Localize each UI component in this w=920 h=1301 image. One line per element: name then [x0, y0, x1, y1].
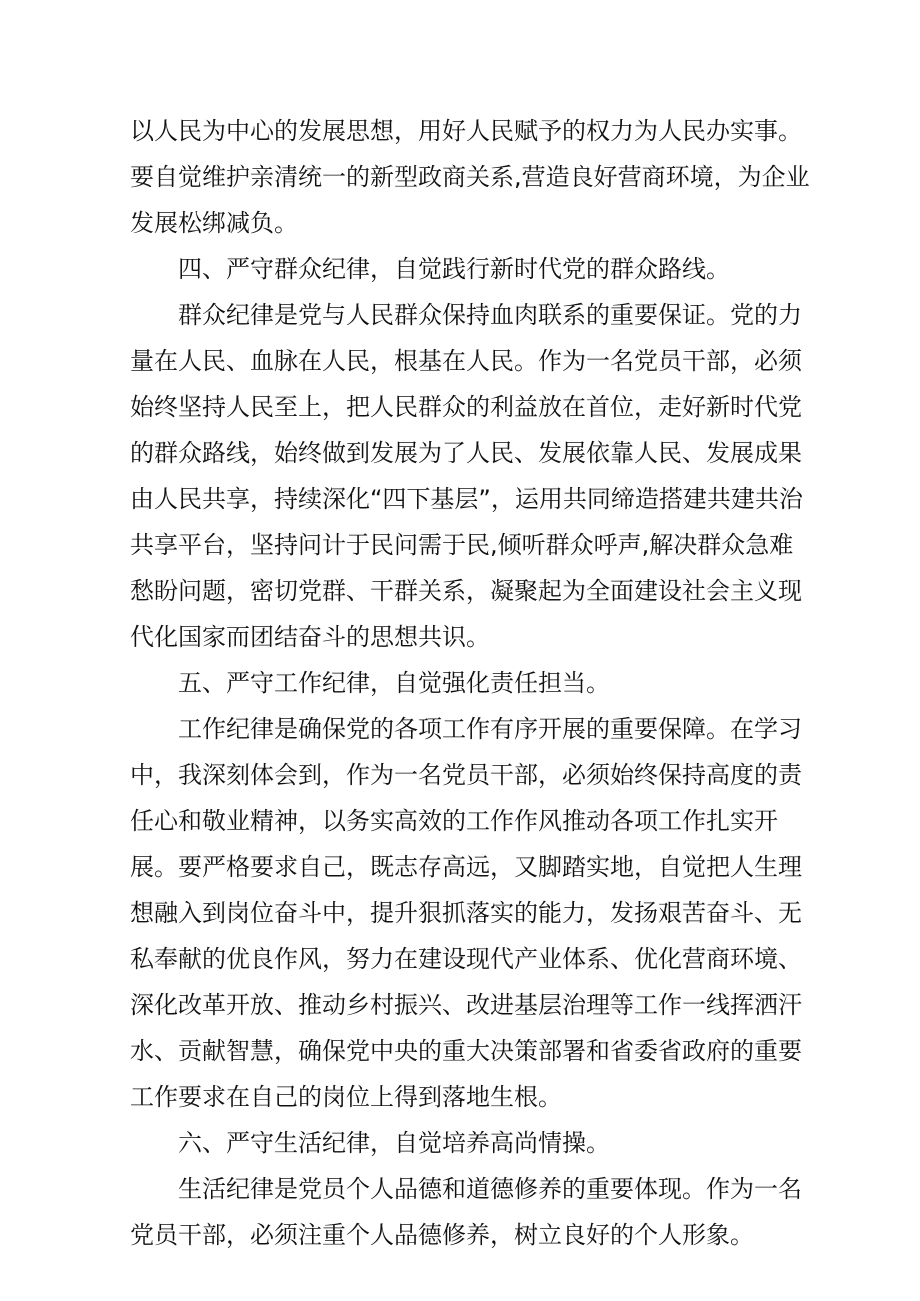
section-heading-4: 四、严守群众纪律，自觉践行新时代党的群众路线。	[178, 255, 730, 283]
body-paragraph: 生活纪律是党员个人品德和道德修养的重要体现。作为一名党员干部，必须注重个人品德修养，树立良好的个人形象。	[130, 1175, 802, 1249]
body-paragraph: 工作纪律是确保党的各项工作有序开展的重要保障。在学习中，我深刻体会到，作为一名党员干部，必须始终保持高度的责任心和敬业精神，以务实高效的工作作风推动各项工作扎实开展。要严格要求自己，既志存高远，又脚踏实地，自觉把人生理想融入到岗位奋斗中，提升狠抓落实的能力，发扬艰苦奋斗、无私奉献的优良作风，努力在建设现代产业体系、优化营商环境、深化改革开放、推动乡村振兴、改进基层治理等工作一线挥洒汗水、贡献智慧，确保党中央的重大决策部署和省委省政府的重要工作要求在自己的岗位上得到落地生根。	[130, 715, 802, 1111]
body-paragraph-continued: 以人民为中心的发展思想，用好人民赋予的权力为人民办实事。要自觉维护亲清统一的新型政商关系,营造良好营商环境，为企业发展松绑减负。	[130, 117, 810, 237]
document-body	[130, 108, 810, 1258]
body-paragraph: 群众纪律是党与人民群众保持血肉联系的重要保证。党的力量在人民、血脉在人民，根基在人民。作为一名党员干部，必须始终坚持人民至上，把人民群众的利益放在首位，走好新时代党的群众路线，始终做到发展为了人民、发展依靠人民、发展成果由人民共享，持续深化“四下基层”，运用共同缔造搭建共建共治共享平台，坚持问计于民问需于民,倾听群众呼声,解决群众急难愁盼问题，密切党群、干群关系，凝聚起为全面建设社会主义现代化国家而团结奋斗的思想共识。	[130, 301, 803, 651]
section-heading-5: 五、严守工作纪律，自觉强化责任担当。	[178, 669, 610, 697]
section-heading-6: 六、严守生活纪律，自觉培养高尚情操。	[178, 1129, 610, 1157]
